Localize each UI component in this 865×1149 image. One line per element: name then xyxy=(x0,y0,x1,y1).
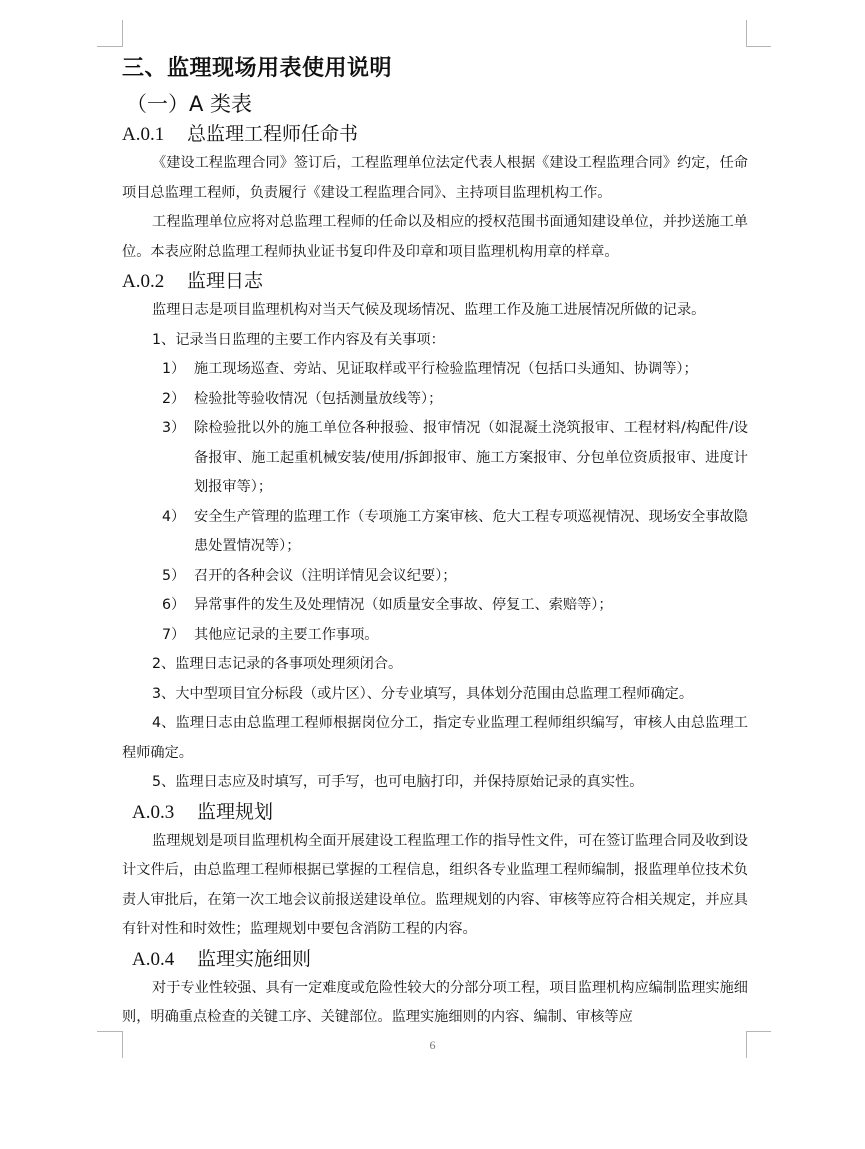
subitem-number: 3） xyxy=(162,420,186,436)
subitem-text: 其他应记录的主要工作事项。 xyxy=(194,626,379,643)
a01-paragraph-2: 工程监理单位应将对总监理工程师的任命以及相应的授权范围书面通知建设单位，并抄送施工单位。本表应附总监理工程师执业证书复印件及印章和项目监理机构用章的样章。 xyxy=(122,214,748,260)
a02-intro: 监理日志是项目监理机构对当天气候及现场情况、监理工作及施工进展情况所做的记录。 xyxy=(152,302,706,318)
heading-a04 xyxy=(132,945,748,974)
a02-item-1: 1、记录当日监理的主要工作内容及有关事项： xyxy=(152,331,445,348)
subitem-number: 7） xyxy=(162,626,186,643)
heading-a02-title: 监理日志 xyxy=(187,270,264,292)
a02-item-2: 2、监理日志记录的各事项处理须闭合。 xyxy=(152,656,403,672)
heading-a04-number: A.0.4 xyxy=(132,948,175,970)
a03-paragraph: 监理规划是项目监理机构全面开展建设工程监理工作的指导性文件，可在签订监理合同及收到设计文件后，由总监理工程师根据已掌握的工程信息，组织各专业监理工程师编制，报监理单位技术负责人审批后，在第一次工地会议前报送建设单位。监理规划的内容、审核等应符合相关规定，并应具有针对性和时效性；监理规划中要包含消防工程的内容。 xyxy=(122,832,748,937)
subitem-number: 2） xyxy=(162,390,186,407)
page-number: 6 xyxy=(429,1038,436,1052)
subitem-number: 5） xyxy=(162,567,186,584)
heading-a02-number: A.0.2 xyxy=(122,271,165,292)
a02-subitem xyxy=(122,591,748,621)
heading-a01 xyxy=(122,120,748,149)
section-heading-a: （一）A 类表 xyxy=(126,92,253,116)
a02-subitem xyxy=(122,355,748,385)
a01-paragraph-1: 《建设工程监理合同》签订后，工程监理单位法定代表人根据《建设工程监理合同》约定，任命项目总监理工程师，负责履行《建设工程监理合同》、主持项目监理机构工作。 xyxy=(122,155,748,201)
heading-a01-title: 总监理工程师任命书 xyxy=(187,123,359,145)
subitem-text: 除检验批以外的施工单位各种报验、报审情况（如混凝土浇筑报审、工程材料/构配件/设备报审、施工起重机械安装/使用/拆卸报审、施工方案报审、分包单位资质报审、进度计划报审等）； xyxy=(194,420,748,495)
subitem-number: 6） xyxy=(162,597,186,613)
page-body xyxy=(122,54,748,1033)
heading-a02 xyxy=(122,267,748,296)
a02-subitem xyxy=(122,562,748,592)
a02-item-5: 5、监理日志应及时填写，可手写，也可电脑打印，并保持原始记录的真实性。 xyxy=(152,774,644,790)
subitem-text: 施工现场巡查、旁站、见证取样或平行检验监理情况（包括口头通知、协调等）； xyxy=(194,361,698,377)
subitem-number: 4） xyxy=(162,508,186,525)
subitem-text: 召开的各种会议（注明详情见会议纪要）； xyxy=(194,567,457,584)
heading-a04-title: 监理实施细则 xyxy=(197,947,312,970)
subitem-text: 安全生产管理的监理工作（专项施工方案审核、危大工程专项巡视情况、现场安全事故隐患处置情况等）； xyxy=(194,508,748,554)
a04-paragraph: 对于专业性较强、具有一定难度或危险性较大的分部分项工程，项目监理机构应编制监理实施细则，明确重点检查的关键工序、关键部位。监理实施细则的内容、编制、审核等应 xyxy=(122,979,748,1025)
a02-subitem xyxy=(122,414,748,503)
a02-subitem xyxy=(122,385,748,415)
subitem-text: 检验批等验收情况（包括测量放线等）； xyxy=(194,390,443,407)
heading-a03-title: 监理规划 xyxy=(197,800,274,823)
heading-a03 xyxy=(132,798,748,827)
a02-subitem xyxy=(122,503,748,562)
main-heading: 三、监理现场用表使用说明 xyxy=(122,56,393,81)
subitem-number: 1） xyxy=(162,361,186,377)
a02-item-4: 4、监理日志由总监理工程师根据岗位分工，指定专业监理工程师组织编写，审核人由总监理工程师确定。 xyxy=(122,715,748,761)
heading-a03-number: A.0.3 xyxy=(132,801,175,823)
heading-a01-number: A.0.1 xyxy=(122,124,165,145)
a02-subitem xyxy=(122,621,748,651)
a02-item-3: 3、大中型项目宜分标段（或片区）、分专业填写，具体划分范围由总监理工程师确定。 xyxy=(152,685,694,702)
subitem-text: 异常事件的发生及处理情况（如质量安全事故、停复工、索赔等）； xyxy=(194,597,613,613)
